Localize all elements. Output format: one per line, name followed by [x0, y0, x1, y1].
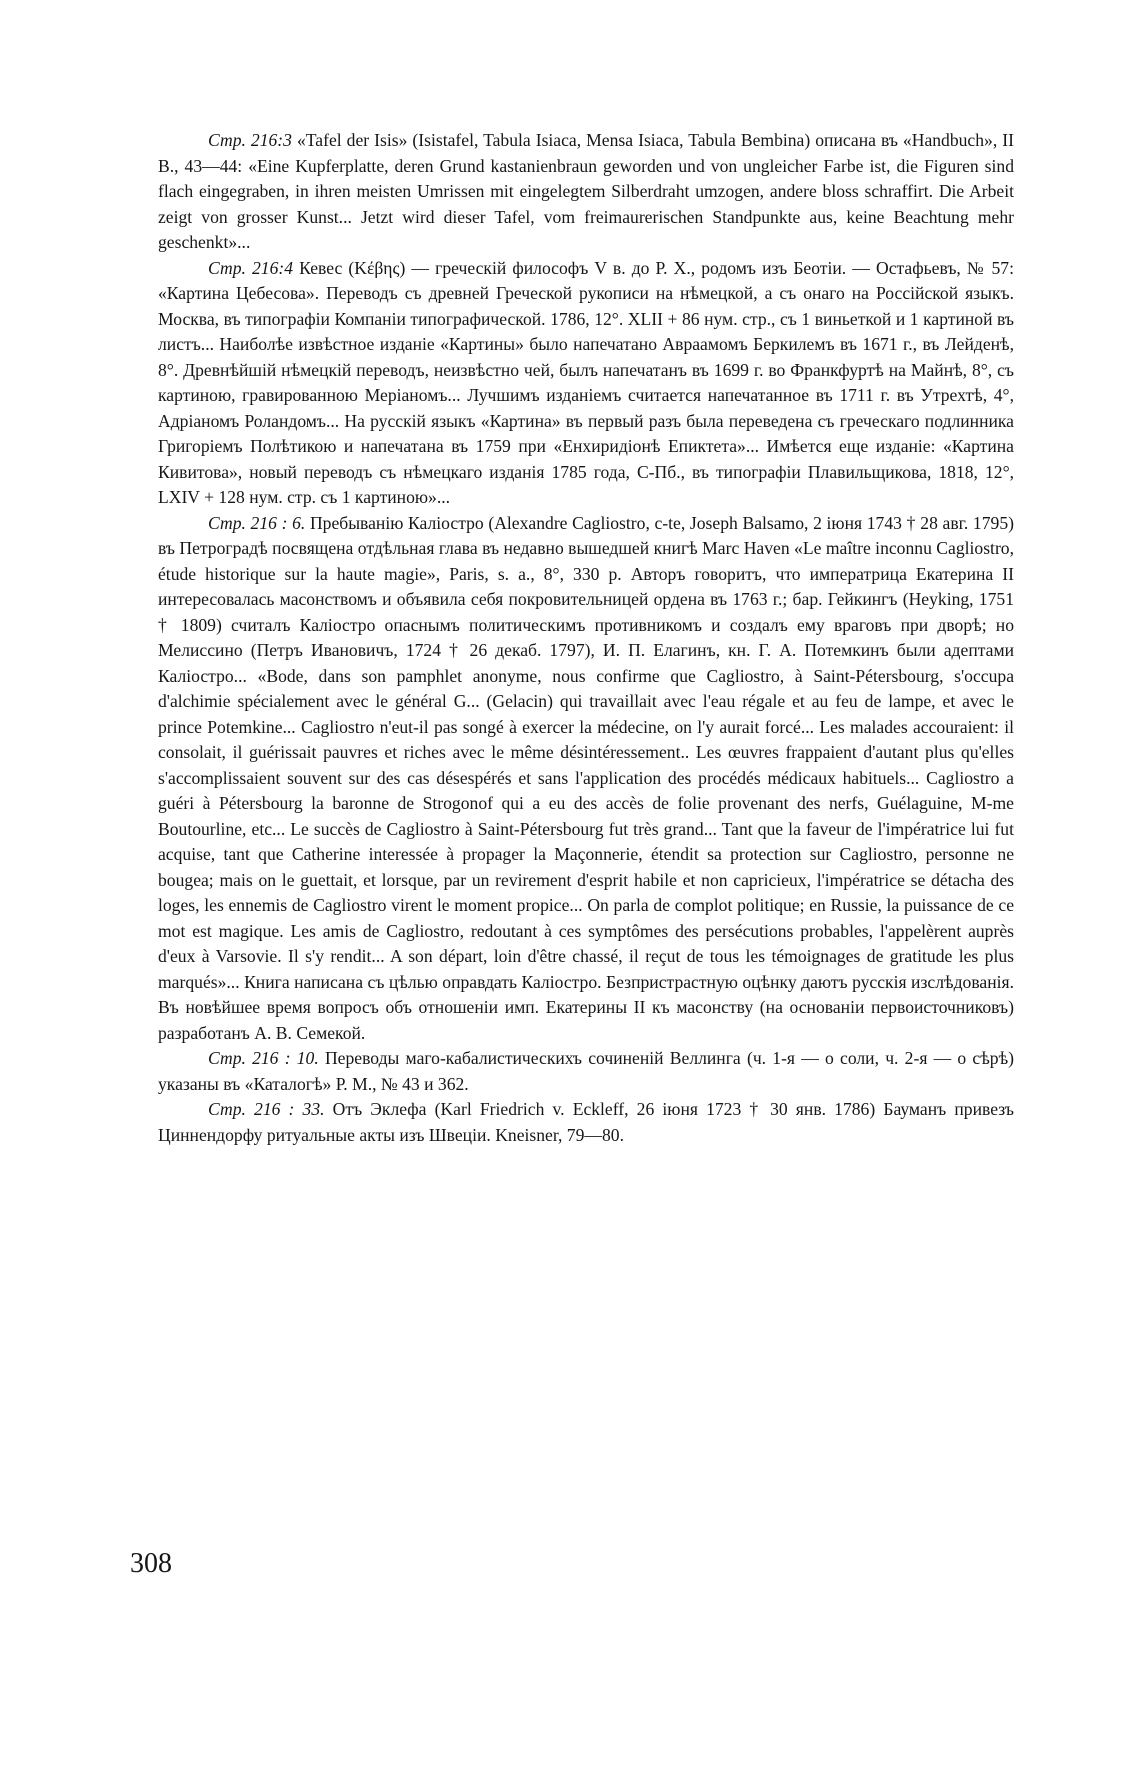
entry-reference: Стр. 216 : 6. — [208, 512, 306, 533]
entry-cagliostro — [158, 511, 1014, 1047]
entry-welling — [158, 1046, 1014, 1097]
entry-text: Переводы маго-кабалистическихъ сочиненій Веллинга (ч. 1-я — о соли, ч. 2-я — о сѣрѣ) указаны въ «Каталогѣ» Р. М., № 43 и 362. — [158, 1048, 1014, 1094]
entry-eckleff — [158, 1097, 1014, 1148]
entry-reference: Стр. 216 : 33. — [208, 1099, 325, 1119]
entry-keves — [158, 256, 1014, 511]
entry-reference: Стр. 216:4 — [208, 257, 294, 278]
entry-text: Кевес (Κέβης) — греческій философъ V в. до Р. Х., родомъ изъ Беотіи. — Остафьевъ, № 57: «Картина Цебесова». Переводъ съ древней Греческой рукописи на нѣмецкой, а съ онаго на Россійской языкъ. Москва, въ типографіи Компаніи типографической. 1786, 12°. XLII + 86 нум. стр., съ 1 виньеткой и 1 картиной въ листъ... Наиболѣе извѣстное изданіе «Картины» было напечатано Авраамомъ Беркилемъ въ 1671 г., въ Лейденѣ, 8°. Древнѣйшій нѣмецкій переводъ, неизвѣстно чей, былъ напечатанъ въ 1699 г. во Франкфуртѣ на Майнѣ, 8°, съ картиною, гравированною Меріаномъ... Лучшимъ изданіемъ считается напечатанное въ 1711 г. въ Утрехтѣ, 4°, Адріаномъ Роландомъ... На русскій языкъ «Картина» въ первый разъ была переведена съ греческаго подлинника Григоріемъ Полѣтикою и напечатана въ 1759 при «Енхиридіонѣ Епиктета»... Имѣется еще изданіе: «Картина Кивитова», новый переводъ съ нѣмецкаго изданія 1785 года, С-Пб., въ типографіи Плавильщикова, 1818, 12°, LXIV + 128 нум. стр. съ 1 картиною»... — [158, 257, 1014, 507]
page-number: 308 — [130, 1548, 172, 1579]
entry-text: Пребыванію Каліостро (Alexandre Cagliostro, c-te, Joseph Balsamo, 2 іюня 1743 † 28 авг. 1795) въ Петроградѣ посвящена отдѣльная глава въ недавно вышедшей книгѣ Marc Haven «Le maître inconnu Cagliostro, étude historique sur la haute magie», Paris, s. a., 8°, 330 p. Авторъ говоритъ, что императрица Екатерина II интересовалась масонствомъ и объявила себя покровительницей ордена въ 1763 г.; бар. Гейкингъ (Heyking, 1751 † 1809) считалъ Каліостро опаснымъ политическимъ противникомъ и создалъ ему враговъ при дворѣ; но Мелиссино (Петръ Ивановичъ, 1724 † 26 декаб. 1797), И. П. Елагинъ, кн. Г. А. Потемкинъ были адептами Каліостро... «Bode, dans son pamphlet anonyme, nous confirme que Cagliostro, à Saint-Pétersbourg, s'occupa d'alchimie spécialement avec le général G... (Gelacin) qui travaillait avec l'eau régale et au feu de lampe, et avec le prince Potemkine... Cagliostro n'eut-il pas songé à exercer la médecine, on l'y aurait forcé... Les malades accouraient: il consolait, il guérissait pauvres et riches avec le même désintéressement.. Les œuvres frappaient d'autant plus qu'elles s'accomplissaient souvent sur des cas désespérés et sans l'application des procédés médicaux habituels... Cagliostro a guéri à Pétersbourg la baronne de Strogonof qui a eu des accès de folie provenant des nerfs, Guélaguine, M-me Boutourline, etc... Le succès de Cagliostro à Saint-Pétersbourg fut très grand... Tant que la faveur de l'impératrice lui fut acquise, tant que Catherine interessée à propager la Maçonnerie, étendit sa protection sur Cagliostro, personne ne bougea; mais on le guettait, et lorsque, par un revirement d'esprit habile et non capricieux, l'impératrice se détacha des loges, les ennemis de Cagliostro virent le moment propice... On parla de complot politique; en Russie, la puissance de ce mot est magique. Les amis de Cagliostro, redoutant à ces symptômes des persécutions probables, l'appelèrent auprès d'eux à Varsovie. Il s'y rendit... A son départ, loin d'être chassé, il reçut de tous les témoignages de gratitude les plus marqués»... Книга написана съ цѣлью оправдать Каліостро. Безпристрастную оцѣнку даютъ русскія изслѣдованія. Въ новѣйшее время вопросъ объ отношеніи имп. Екатерины II къ масонству (на основаніи первоисточниковъ) разработанъ А. В. Семекой. — [158, 512, 1014, 1043]
entry-reference: Стр. 216 : 10. — [208, 1048, 319, 1068]
entry-reference: Стр. 216:3 — [208, 130, 292, 150]
entry-text: «Tafel der Isis» (Isistafel, Tabula Isiaca, Mensa Isiaca, Tabula Bembina) описана въ «Handbuch», II B., 43—44: «Eine Kupferplatte, deren Grund kastanienbraun geworden und von ungleicher Farbe ist, die Figuren sind flach eingegraben, in ihren meisten Umrissen mit eingelegtem Silberdraht umzogen, andere bloss schraffirt. Die Arbeit zeigt von grosser Kunst... Jetzt wird dieser Tafel, vom freimaurerischen Standpunkte aus, keine Beachtung mehr geschenkt»... — [158, 130, 1014, 252]
entry-tafel-der-isis — [158, 128, 1014, 256]
page-body — [158, 128, 1014, 1148]
entry-text: Отъ Эклефа (Karl Friedrich v. Eckleff, 26 іюня 1723 † 30 янв. 1786) Бауманъ привезъ Циннендорфу ритуальные акты изъ Швеціи. Kneisner, 79—80. — [158, 1099, 1014, 1145]
